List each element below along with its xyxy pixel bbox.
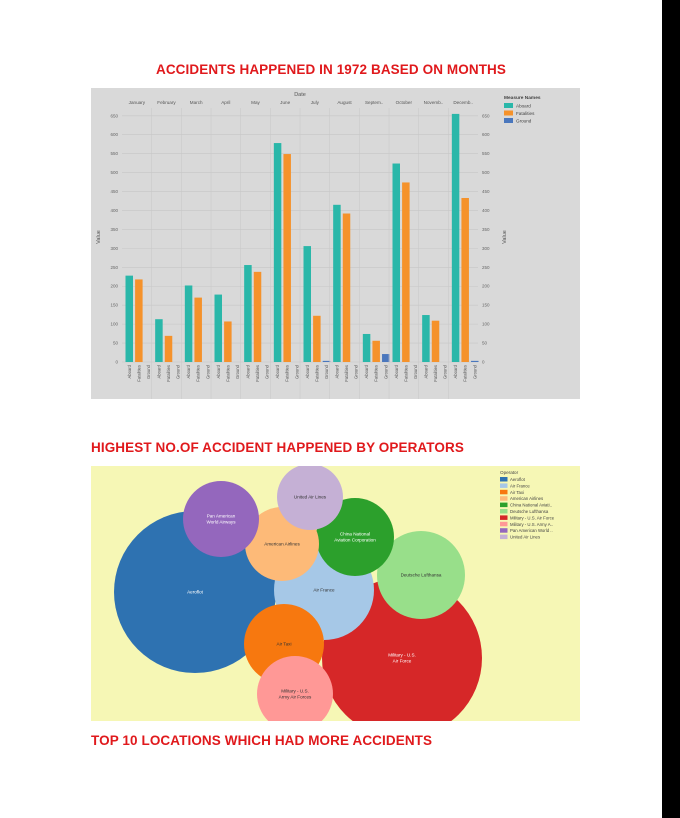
bar-fatalities [343, 214, 351, 362]
x-sub-label: Aboard [334, 365, 340, 379]
x-sub-label: Fatalities [166, 365, 172, 382]
x-sub-label: Ground [383, 365, 389, 379]
y-tick-label-left: 450 [110, 189, 118, 195]
legend-title: Operator [500, 470, 519, 475]
bar-fatalities [165, 336, 173, 362]
x-sub-label: Fatalities [373, 365, 379, 382]
month-label: Decemb.. [453, 100, 474, 105]
y-tick-label-left: 650 [110, 113, 118, 119]
bar-aboard [126, 276, 134, 362]
bar-fatalities [402, 182, 410, 362]
bar-fatalities [224, 321, 232, 362]
bar-aboard [452, 114, 460, 362]
legend-swatch [500, 528, 508, 533]
y-tick-label-right: 0 [482, 359, 485, 365]
bubble-label [313, 588, 335, 593]
bubble-label-line: Aeroflot [187, 589, 203, 595]
y-tick-label-right: 200 [482, 283, 490, 289]
bubble-label-line: Air Taxi [276, 641, 292, 647]
legend-swatch-ground [504, 118, 513, 123]
legend-swatch [500, 503, 508, 508]
legend-label: Deutsche Lufthansa [510, 509, 549, 514]
legend-label-ground: Ground [516, 118, 532, 124]
y-tick-label-right: 300 [482, 245, 490, 251]
y-tick-label-right: 550 [482, 151, 490, 157]
x-sub-label: Aboard [126, 365, 132, 379]
legend-label: Air Taxi [510, 489, 525, 495]
legend-label: Military - U.S. Army A.. [510, 521, 553, 527]
x-sub-label: Fatalities [195, 365, 201, 382]
bar-ground [323, 361, 331, 362]
bubble-label [401, 573, 442, 578]
y-tick-label-left: 550 [110, 151, 118, 157]
bar-fatalities [313, 316, 321, 362]
y-tick-label-left: 350 [110, 226, 118, 232]
bar-aboard [274, 143, 282, 362]
bubble-label [334, 532, 376, 543]
bar-fatalities [372, 341, 380, 362]
x-sub-label: Fatalities [284, 365, 290, 382]
legend-label: Military - U.S. Air Force [510, 515, 555, 521]
top-axis-title: Date [294, 92, 306, 98]
x-sub-label: Aboard [245, 365, 251, 379]
monthly-bar-chart [91, 88, 580, 399]
y-tick-label-left: 250 [110, 264, 118, 270]
legend-swatch [500, 509, 508, 514]
x-sub-label: Aboard [393, 365, 399, 379]
bubble-label-line: World Airways [206, 519, 236, 525]
y-tick-label-left: 200 [110, 283, 118, 289]
x-sub-label: Ground [205, 365, 211, 379]
legend-swatch [500, 515, 508, 520]
legend-title: Measure Names [504, 96, 541, 101]
x-sub-label: Ground [294, 365, 300, 379]
x-sub-label: Aboard [186, 365, 192, 379]
x-sub-label: Fatalities [136, 365, 142, 382]
y-tick-label-left: 600 [110, 132, 118, 138]
x-sub-label: Ground [472, 365, 478, 379]
bar-aboard [422, 315, 430, 362]
x-sub-label: Fatalities [433, 365, 439, 382]
month-label: January [128, 100, 146, 105]
x-sub-label: Ground [353, 365, 359, 379]
legend-swatch [500, 490, 508, 495]
x-sub-label: Fatalities [225, 365, 231, 382]
legend-label: Air France [510, 483, 530, 489]
legend-label: American Airlines [510, 496, 544, 502]
legend-label-fatalities: Fatalities [516, 110, 535, 116]
x-sub-label: Aboard [453, 365, 459, 379]
bubble-label-line: United Air Lines [293, 494, 327, 500]
y-axis-title-left: Value [96, 230, 102, 244]
bar-aboard [304, 246, 312, 362]
y-tick-label-right: 450 [482, 189, 490, 195]
x-sub-label: Ground [175, 365, 181, 379]
month-label: October [395, 100, 413, 105]
legend-swatch-fatalities [504, 111, 513, 116]
bar-fatalities [135, 279, 143, 362]
bar-aboard [244, 265, 252, 362]
y-tick-label-right: 100 [482, 321, 490, 327]
operators-bubble-chart [91, 466, 580, 721]
operators-heading: HIGHEST NO.OF ACCIDENT HAPPENED BY OPERATORS [91, 440, 464, 455]
bubble-chart-svg [91, 466, 580, 721]
bubble-label [187, 590, 204, 595]
bar-fatalities [432, 321, 440, 362]
bubble-label [279, 689, 312, 700]
bar-aboard [185, 285, 193, 362]
bar-fatalities [254, 272, 262, 362]
legend-swatch [500, 522, 508, 527]
bubble-label-line: Military - U.S. [388, 652, 416, 658]
x-sub-label: Fatalities [403, 365, 409, 382]
month-label: May [251, 100, 260, 105]
month-label: July [310, 100, 319, 105]
bubble-label-line: Deutsche Lufthansa [400, 572, 442, 578]
legend-label: China National Aviati.. [510, 502, 552, 508]
month-label: Septem.. [364, 100, 384, 105]
bubble-label-line: Air France [313, 587, 335, 593]
y-tick-label-left: 150 [110, 302, 118, 308]
y-tick-label-right: 500 [482, 170, 490, 176]
bubble-label-line: American Airlines [264, 541, 300, 547]
bar-aboard [363, 334, 371, 362]
legend-swatch [500, 535, 508, 540]
x-sub-label: Ground [145, 365, 151, 379]
month-label: February [157, 100, 176, 105]
x-sub-label: Aboard [156, 365, 162, 379]
bar-aboard [333, 205, 341, 362]
legend-label: Aeroflot [510, 477, 525, 482]
bar-aboard [155, 319, 163, 362]
month-label: Novemb.. [423, 100, 444, 105]
bubble-label [206, 514, 236, 525]
x-sub-label: Fatalities [462, 365, 468, 382]
y-tick-label-right: 150 [482, 302, 490, 308]
bar-fatalities [461, 198, 469, 362]
bubble-label-line: Pan American [206, 513, 236, 519]
x-sub-label: Aboard [215, 365, 221, 379]
bar-fatalities [283, 154, 291, 362]
bubble-label [264, 542, 300, 547]
legend-label: Pan American World .. [510, 528, 553, 534]
x-sub-label: Aboard [364, 365, 370, 379]
y-tick-label-right: 50 [482, 340, 488, 346]
month-label: March [189, 100, 203, 105]
x-sub-label: Aboard [423, 365, 429, 379]
x-sub-label: Ground [412, 365, 418, 379]
x-sub-label: Aboard [275, 365, 281, 379]
y-tick-label-left: 500 [110, 170, 118, 176]
bubble-label-line: Aviation Corporation [334, 537, 376, 543]
bar-aboard [215, 295, 223, 362]
monthly-accidents-heading: ACCIDENTS HAPPENED IN 1972 BASED ON MONTHS [155, 62, 506, 77]
bubble-label [277, 642, 292, 647]
y-tick-label-right: 600 [482, 132, 490, 138]
legend-label-aboard: Aboard [516, 103, 531, 109]
bar-chart-svg [91, 88, 580, 399]
bubble-label-line: Air Force [392, 658, 412, 664]
y-tick-label-left: 400 [110, 207, 118, 213]
y-tick-label-left: 100 [110, 321, 118, 327]
y-tick-label-left: 300 [110, 245, 118, 251]
x-sub-label: Fatalities [314, 365, 320, 382]
bubble-label [294, 495, 327, 500]
x-sub-label: Aboard [304, 365, 310, 379]
y-tick-label-right: 250 [482, 264, 490, 270]
bar-ground [471, 361, 479, 362]
y-tick-label-right: 650 [482, 113, 490, 119]
locations-heading: TOP 10 LOCATIONS WHICH HAD MORE ACCIDENTS [91, 733, 433, 748]
bar-aboard [393, 164, 401, 362]
x-sub-label: Fatalities [344, 365, 350, 382]
y-tick-label-right: 350 [482, 226, 490, 232]
y-tick-label-left: 50 [112, 340, 118, 346]
bar-fatalities [194, 298, 202, 362]
legend-swatch [500, 483, 508, 488]
legend-swatch [500, 477, 508, 482]
y-tick-label-left: 0 [115, 359, 118, 365]
bubble-label-line: Military - U.S. [281, 688, 309, 694]
month-label: June [280, 100, 291, 105]
x-sub-label: Ground [234, 365, 240, 379]
month-label: April [221, 100, 231, 105]
x-sub-label: Fatalities [255, 365, 261, 382]
legend-swatch [500, 496, 508, 501]
month-label: August [337, 100, 352, 105]
y-tick-label-right: 400 [482, 207, 490, 213]
x-sub-label: Ground [323, 365, 329, 379]
bubble-label-line: China National [339, 531, 371, 537]
y-axis-title-right: Value [502, 230, 508, 244]
bubble-label-line: Army Air Forces [278, 694, 312, 700]
legend-label: United Air Lines [510, 534, 541, 540]
x-sub-label: Ground [264, 365, 270, 379]
x-sub-label: Ground [442, 365, 448, 379]
bar-ground [382, 354, 390, 362]
legend-swatch-aboard [504, 103, 513, 108]
